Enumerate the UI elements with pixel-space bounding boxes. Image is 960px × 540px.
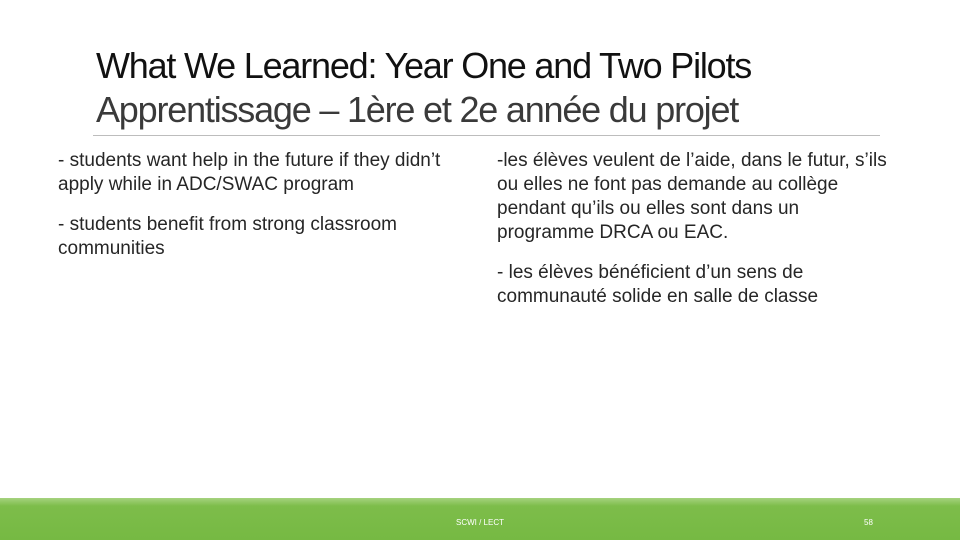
right-point-1: -les élèves veulent de l’aide, dans le futur, s’ils ou elles ne font pas demande au collège pendant qu’ils ou elles sont dans un programme DRCA ou EAC.: [497, 150, 887, 243]
left-column-english: [58, 149, 468, 277]
left-point-1: - students want help in the future if they didn’t apply while in ADC/SWAC program: [58, 150, 441, 195]
left-point-2: - students benefit from strong classroom communities: [58, 214, 397, 259]
slide-title: [96, 44, 886, 132]
title-divider: [93, 135, 880, 136]
right-column-french: [497, 149, 887, 325]
slide-number: 58: [864, 518, 873, 527]
title-french: Apprentissage – 1ère et 2e année du projet: [96, 89, 739, 130]
footer-label: SCWI / LECT: [456, 518, 505, 527]
right-point-2: - les élèves bénéficient d’un sens de communauté solide en salle de classe: [497, 262, 819, 307]
title-english: What We Learned: Year One and Two Pilots: [96, 45, 752, 86]
